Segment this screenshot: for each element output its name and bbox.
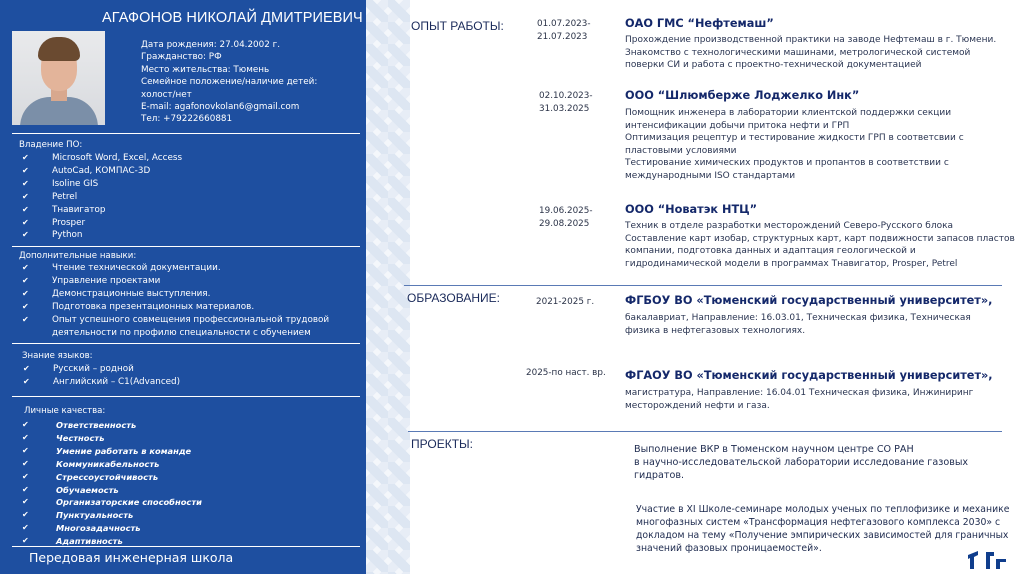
detail-birthdate: Дата рождения: 27.04.2002 г. (141, 40, 281, 50)
job-org: ООО “Шлюмберже Лоджелко Инк” (625, 89, 860, 102)
edu-dates: 2021-2025 г. (536, 297, 595, 307)
project-line: Участие в XI Школе-семинаре молодых ученых по теплофизике и механике (636, 504, 1010, 515)
projects-title: ПРОЕКТЫ: (411, 437, 473, 451)
desc-line: пластовыми условиями (625, 145, 737, 156)
edu-org: ФГБОУ ВО «Тюменский государственный университет», (625, 294, 993, 307)
desc-line: компании, подготовка данных и адаптация геологической и (625, 246, 916, 257)
desc-line: бакалавриат, Направление: 16.03.01, Техническая физика, Техническая (625, 313, 971, 323)
left-panel (0, 0, 366, 574)
software-list (52, 152, 182, 242)
list-item: ✔ Prosper (52, 217, 182, 230)
job-dates (537, 18, 591, 43)
list-item: ✔ Умение работать в команде (56, 445, 202, 458)
project-line: гидратов. (634, 470, 685, 481)
list-item: ✔ Опыт успешного совмещения профессиональной трудовой (52, 314, 329, 327)
job-dates (539, 205, 593, 230)
date-start: 19.06.2025- (539, 206, 593, 216)
list-item: ✔ Английский – С1(Advanced) (53, 376, 180, 389)
list-item: ✔ Petrel (52, 191, 182, 204)
skills-title: Дополнительные навыки: (19, 251, 137, 261)
languages-title: Знание языков: (22, 351, 93, 361)
list-item: ✔ Python (52, 229, 182, 242)
date-end: 29.08.2025 (539, 218, 590, 229)
list-item: ✔ Подготовка презентационных материалов. (52, 301, 329, 314)
decorative-pattern (366, 0, 410, 574)
list-item: ✔ Демонстрационные выступления. (52, 288, 329, 301)
list-item: ✔ Ответственность (56, 419, 202, 432)
divider (12, 546, 360, 547)
project-item (634, 443, 968, 482)
project-line: многофазных систем «Трансформация нефтегазового комплекса 2030» с (636, 517, 1001, 528)
job-description (625, 107, 964, 183)
edu-description (625, 387, 973, 412)
divider (12, 343, 360, 344)
detail-citizenship: Гражданство: РФ (141, 52, 222, 63)
list-item: ✔ Коммуникабельность (56, 458, 202, 471)
divider (12, 246, 360, 247)
list-item: ✔ Управление проектами (52, 275, 329, 288)
desc-line: физика в нефтегазовых технологиях. (625, 325, 806, 336)
date-end: 21.07.2023 (537, 31, 588, 42)
job-org: ООО “Новатэк НТЦ” (625, 203, 758, 216)
skills-list (52, 262, 329, 339)
section-divider (408, 431, 1002, 432)
detail-phone: Тел: +79222660881 (141, 114, 233, 125)
list-item: ✔ Стрессоустойчивость (56, 471, 202, 484)
desc-line: поверки СИ и работа с проектно-технической документацией (625, 60, 922, 71)
desc-line: месторождений нефти и газа. (625, 400, 770, 411)
project-item (636, 503, 1009, 555)
divider (12, 133, 360, 134)
desc-line: Техник в отделе разработки месторождений Северо-Русского блока (625, 221, 954, 231)
list-item: ✔ Обучаемость (56, 484, 202, 497)
list-item: ✔ Isoline GIS (52, 178, 182, 191)
list-item: ✔ Честность (56, 432, 202, 445)
person-name: АГАФОНОВ НИКОЛАЙ ДМИТРИЕВИЧ (102, 10, 363, 26)
date-start: 01.07.2023- (537, 19, 591, 29)
qualities-list (56, 419, 202, 548)
detail-family-label: Семейное положение/наличие детей: (141, 77, 318, 88)
list-item: ✔ Многозадачность (56, 522, 202, 535)
desc-line: магистратура, Направление: 16.04.01 Техническая физика, Инжиниринг (625, 388, 974, 398)
personal-details (141, 39, 356, 126)
desc-line: международными ISO стандартами (625, 170, 796, 181)
job-dates (539, 90, 593, 115)
list-item: ✔ Чтение технической документации. (52, 262, 329, 275)
list-item: ✔ AutoCad, КОМПАС-3D (52, 165, 182, 178)
desc-line: Знакомство с технологическими машинами, метрологической системой (625, 47, 971, 58)
edu-description (625, 312, 971, 337)
education-title: ОБРАЗОВАНИЕ: (407, 291, 500, 305)
project-line: Выполнение ВКР в Тюменском научном центре СО РАН (634, 444, 914, 455)
school-footer: Передовая инженерная школа (29, 550, 234, 565)
experience-title: ОПЫТ РАБОТЫ: (411, 19, 504, 33)
project-line: в научно-исследовательской лаборатории исследование газовых (634, 457, 969, 468)
date-end: 31.03.2025 (539, 103, 590, 114)
project-line: значений фазовых проницаемостей». (636, 543, 822, 554)
desc-line: Составление карт изобар, структурных карт, карт подвижности запасов пластов (625, 233, 1015, 244)
desc-line: Прохождение производственной практики на заводе Нефтемаш в г. Тюмени. (625, 35, 997, 45)
qualities-title: Личные качества: (24, 406, 106, 416)
desc-line: гидродинамической модели в программах Тнавигатор, Prosper, Petrel (625, 258, 958, 269)
list-item: ✔ Организаторские способности (56, 496, 202, 509)
languages-list (53, 363, 180, 389)
desc-line: Тестирование химических продуктов и пропантов в соответствии с (625, 158, 949, 169)
desc-line: Помощник инженера в лаборатории клиентской поддержки секции (625, 108, 952, 118)
edu-dates: 2025-по наст. вр. (526, 368, 606, 378)
detail-email: E-mail: agafonovkolan6@gmail.com (141, 102, 300, 113)
section-divider (404, 285, 1002, 286)
desc-line: интенсификации добычи притока нефти и ГРП (625, 120, 850, 131)
detail-family-value: холост/нет (141, 89, 192, 100)
profile-photo (12, 31, 105, 125)
logo-icon (964, 549, 1008, 571)
date-start: 02.10.2023- (539, 91, 593, 101)
list-item: ✔ Пунктуальность (56, 509, 202, 522)
software-title: Владение ПО: (19, 140, 83, 150)
job-description (625, 34, 996, 72)
list-item: ✔ Тнавигатор (52, 204, 182, 217)
job-description (625, 220, 1015, 270)
edu-org: ФГАОУ ВО «Тюменский государственный университет», (625, 369, 993, 382)
project-line: докладом на тему «Получение эмпирических зависимостей для граничных (636, 530, 1009, 541)
divider (12, 396, 360, 397)
list-item: ✔ Адаптивность (56, 535, 202, 548)
detail-residence: Место жительства: Тюмень (141, 64, 270, 75)
job-org: ОАО ГМС “Нефтемаш” (625, 17, 774, 30)
list-item: ✔ Русский – родной (53, 363, 180, 376)
list-item: ✔ Microsoft Word, Excel, Access (52, 152, 182, 165)
list-item-continuation: деятельности по профилю специальности с обучением (52, 327, 311, 338)
desc-line: Оптимизация рецептур и тестирование жидкости ГРП в соответсвии с (625, 133, 964, 144)
